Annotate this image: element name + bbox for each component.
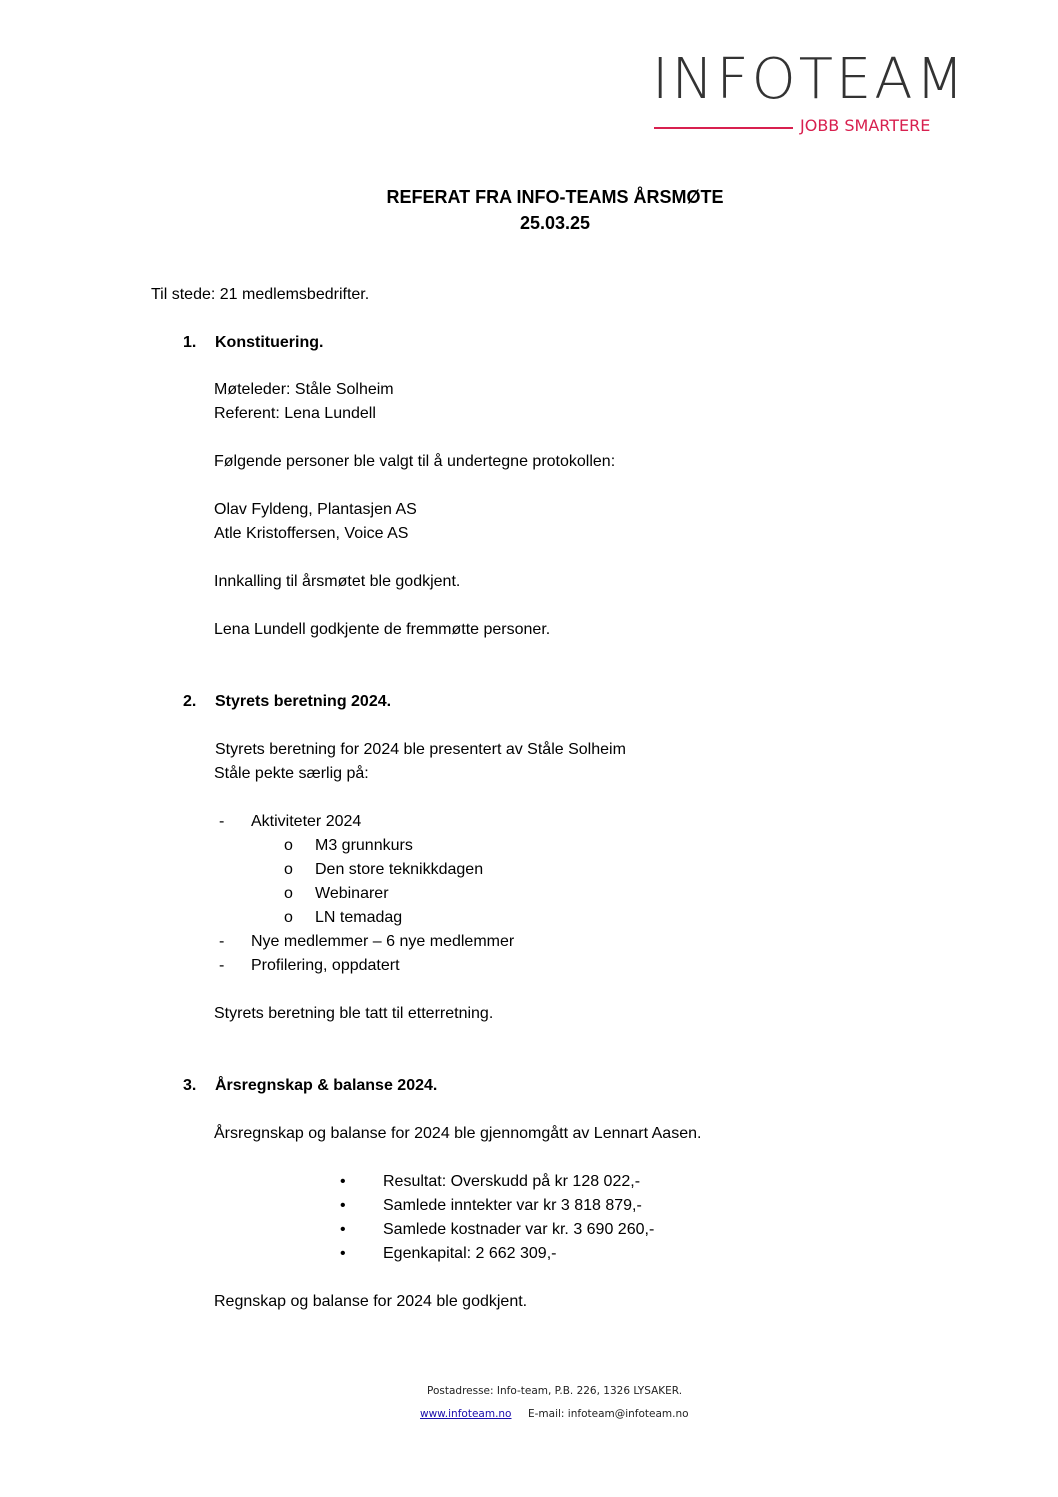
attendance-text: Til stede: 21 medlemsbedrifter. bbox=[151, 286, 370, 303]
meeting-leader: Møteleder: Ståle Solheim bbox=[214, 381, 394, 398]
bullet-costs: Samlede kostnader var kr. 3 690 260,- bbox=[383, 1221, 655, 1238]
section1-heading: Konstituering. bbox=[215, 334, 324, 351]
bullet-marker: • bbox=[340, 1245, 346, 1262]
logo-tagline: JOBB SMARTERE bbox=[800, 116, 931, 135]
dash-marker: - bbox=[219, 957, 225, 974]
sub-item-webinars: Webinarer bbox=[315, 885, 389, 902]
sub-item-m3: M3 grunnkurs bbox=[315, 837, 413, 854]
bullet-equity: Egenkapital: 2 662 309,- bbox=[383, 1245, 557, 1262]
circle-marker: o bbox=[284, 837, 293, 854]
signer-1: Olav Fyldeng, Plantasjen AS bbox=[214, 501, 417, 518]
logo-accent-line bbox=[654, 127, 793, 129]
report-focus: Ståle pekte særlig på: bbox=[214, 765, 369, 782]
sub-item-tech-day: Den store teknikkdagen bbox=[315, 861, 484, 878]
dash-marker: - bbox=[219, 813, 225, 830]
section2-number: 2. bbox=[183, 693, 197, 710]
document-title: REFERAT FRA INFO-TEAMS ÅRSMØTE bbox=[386, 187, 724, 207]
secretary: Referent: Lena Lundell bbox=[214, 405, 376, 422]
attendees-approved: Lena Lundell godkjente de fremmøtte personer. bbox=[214, 621, 551, 638]
notice-approved: Innkalling til årsmøtet ble godkjent. bbox=[214, 573, 461, 590]
bullet-marker: • bbox=[340, 1221, 346, 1238]
list-item-profiling: Profilering, oppdatert bbox=[251, 957, 400, 974]
logo-wordmark: INFOTEAM bbox=[652, 47, 967, 112]
sub-item-ln-theme-day: LN temadag bbox=[315, 909, 403, 926]
bullet-result: Resultat: Overskudd på kr 128 022,- bbox=[383, 1173, 641, 1190]
signers-intro: Følgende personer ble valgt til å undertegne protokollen: bbox=[214, 453, 616, 470]
accounts-intro: Årsregnskap og balanse for 2024 ble gjennomgått av Lennart Aasen. bbox=[214, 1125, 702, 1142]
bullet-income: Samlede inntekter var kr 3 818 879,- bbox=[383, 1197, 642, 1214]
footer-address: Postadresse: Info-team, P.B. 226, 1326 LYSAKER. bbox=[427, 1385, 683, 1397]
list-item-activities: Aktiviteter 2024 bbox=[251, 813, 362, 830]
section2-heading: Styrets beretning 2024. bbox=[215, 693, 392, 710]
report-conclusion: Styrets beretning ble tatt til etterretning. bbox=[214, 1005, 494, 1022]
signer-2: Atle Kristoffersen, Voice AS bbox=[214, 525, 409, 542]
bullet-marker: • bbox=[340, 1173, 346, 1190]
footer-website-link[interactable]: www.infoteam.no bbox=[420, 1408, 512, 1420]
circle-marker: o bbox=[284, 909, 293, 926]
section3-heading: Årsregnskap & balanse 2024. bbox=[215, 1077, 438, 1094]
footer-email: E-mail: infoteam@infoteam.no bbox=[528, 1408, 689, 1420]
section1-number: 1. bbox=[183, 334, 197, 351]
report-intro: Styrets beretning for 2024 ble presentert av Ståle Solheim bbox=[215, 741, 626, 758]
list-item-new-members: Nye medlemmer – 6 nye medlemmer bbox=[251, 933, 515, 950]
accounts-conclusion: Regnskap og balanse for 2024 ble godkjent. bbox=[214, 1293, 528, 1310]
circle-marker: o bbox=[284, 861, 293, 878]
dash-marker: - bbox=[219, 933, 225, 950]
bullet-marker: • bbox=[340, 1197, 346, 1214]
section3-number: 3. bbox=[183, 1077, 197, 1094]
circle-marker: o bbox=[284, 885, 293, 902]
document-date: 25.03.25 bbox=[519, 213, 591, 233]
